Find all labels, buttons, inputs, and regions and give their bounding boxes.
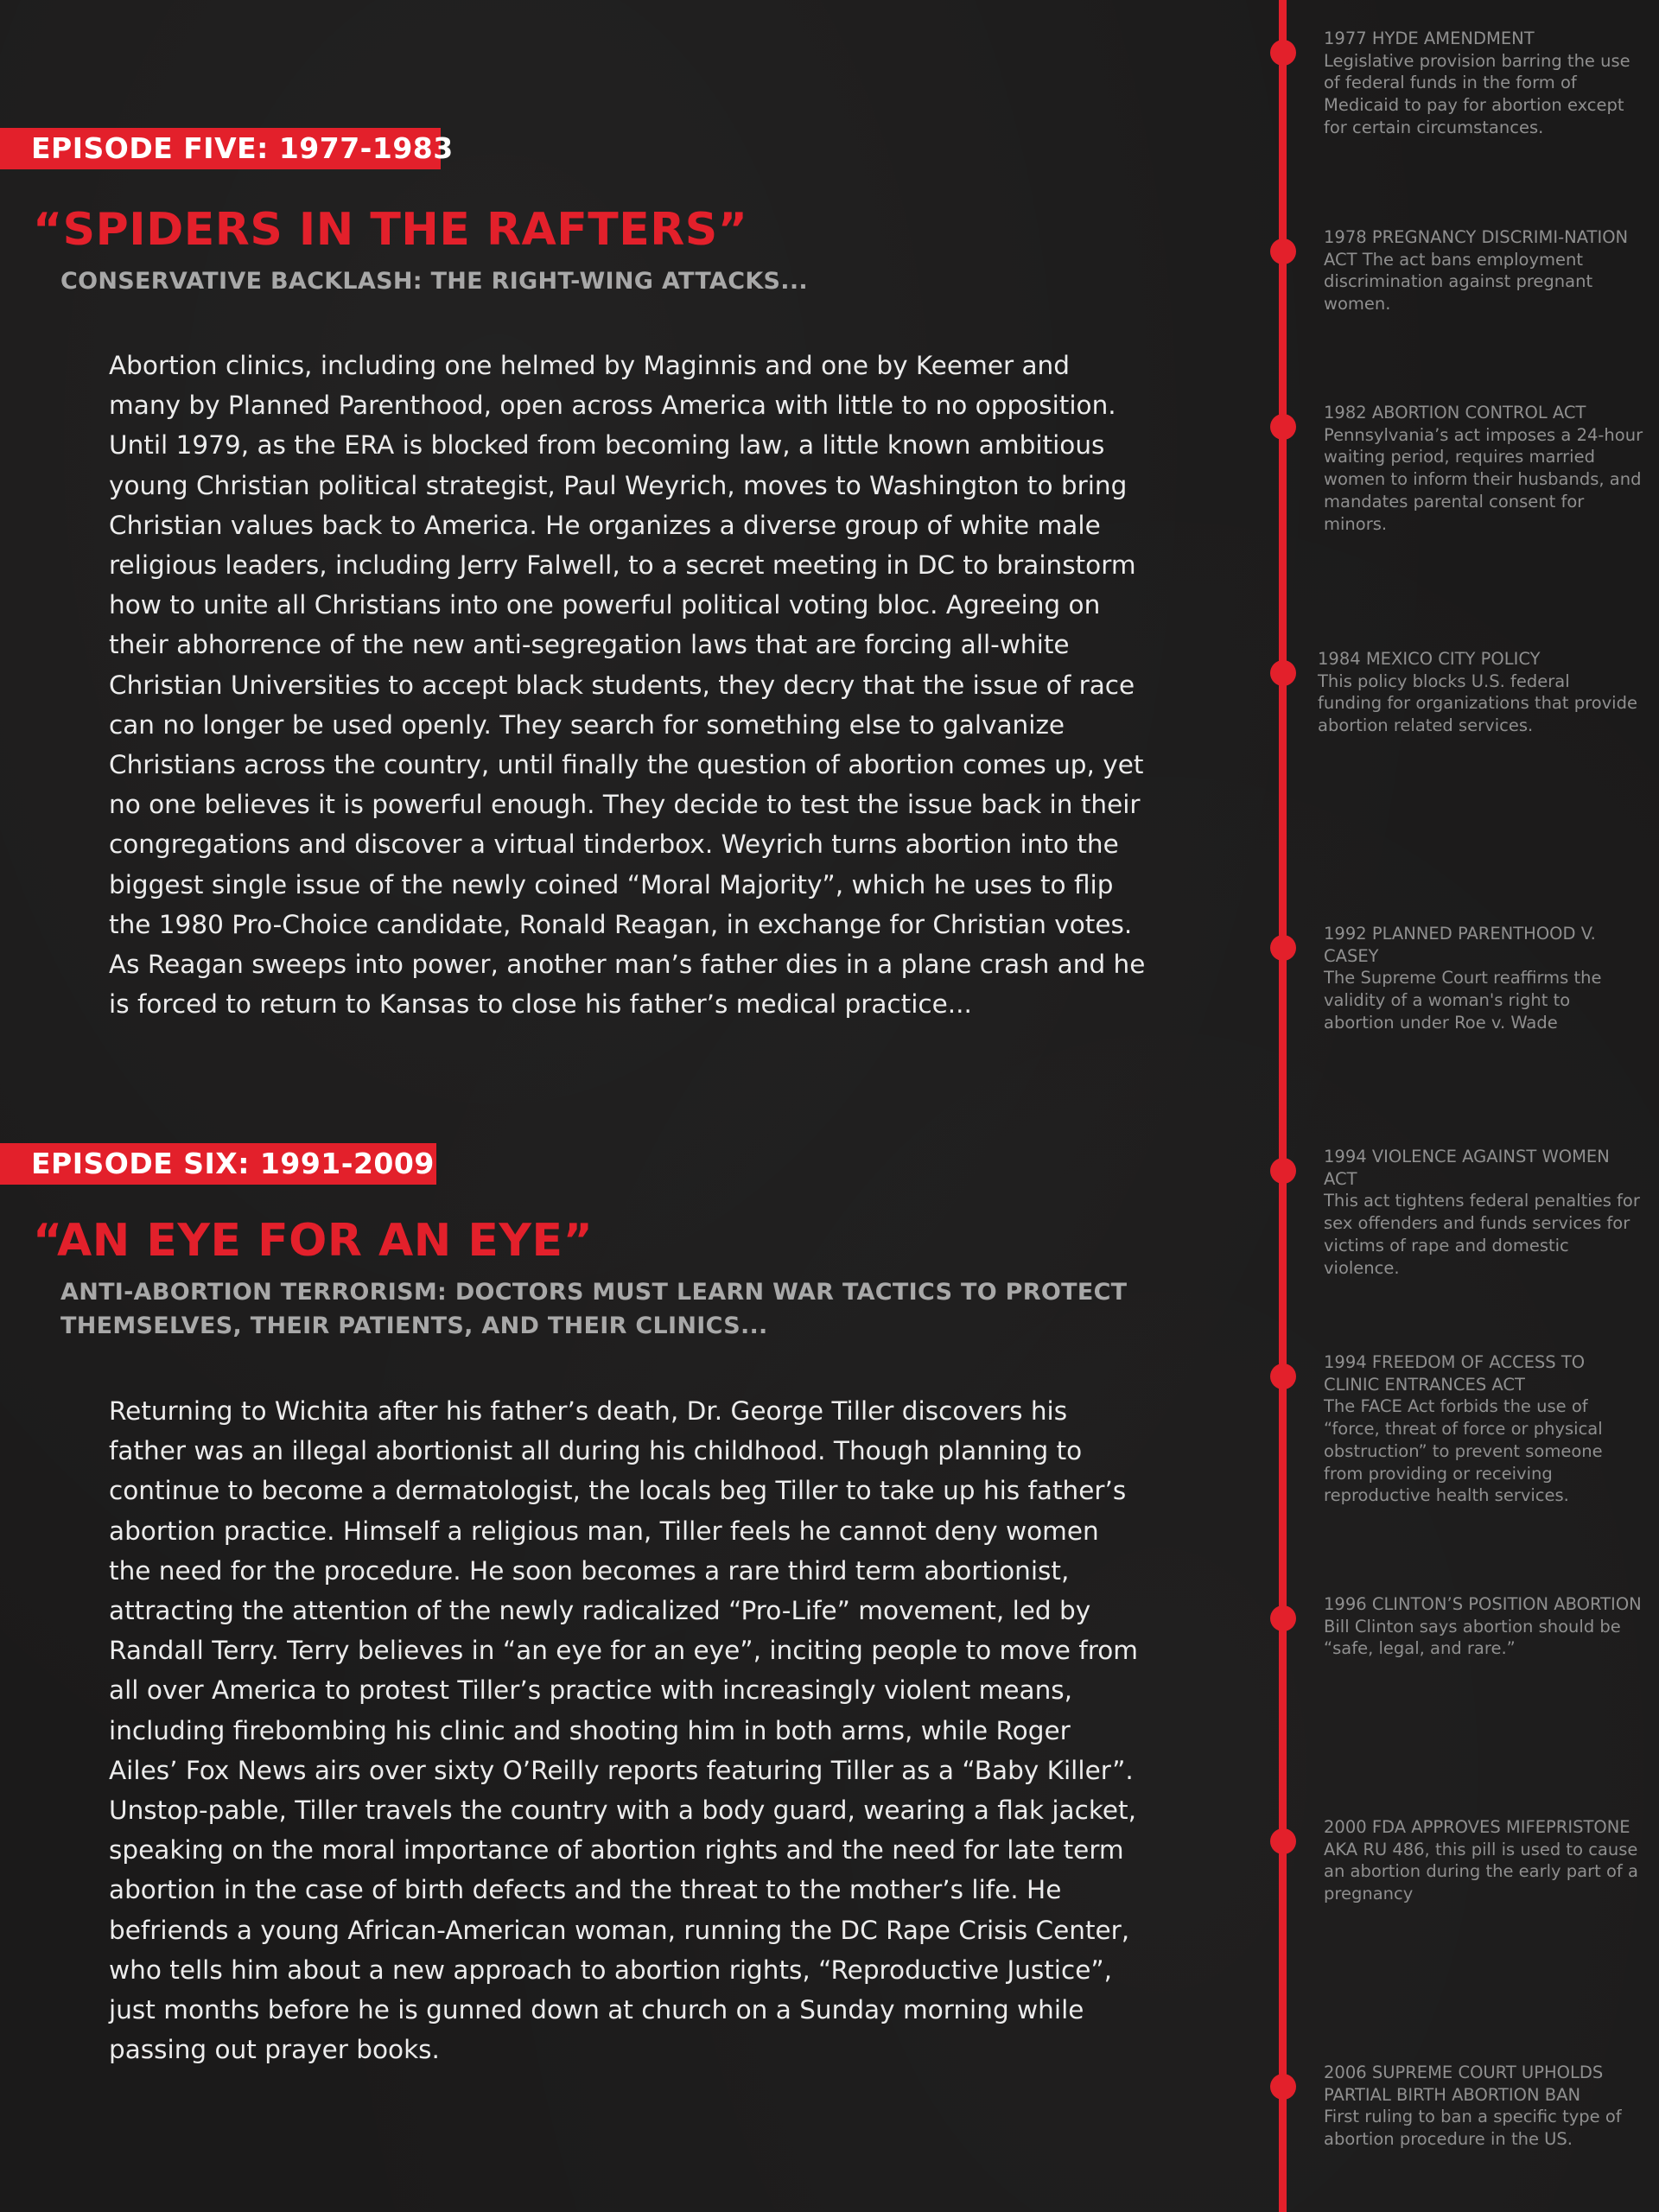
timeline-dot <box>1270 1158 1296 1184</box>
episode-five-title: “SPIDERS IN THE RAFTERS” <box>33 204 748 256</box>
timeline-description: AKA RU 486, this pill is used to cause an abortion during the early part of a pregnancy <box>1324 1839 1638 1904</box>
timeline-description: First ruling to ban a specific type of abortion procedure in the US. <box>1324 2107 1622 2150</box>
timeline-line <box>1279 0 1287 2212</box>
timeline-heading: 1982 ABORTION CONTROL ACT <box>1324 403 1586 423</box>
timeline-heading: 1977 HYDE AMENDMENT <box>1324 29 1535 48</box>
timeline-description: The act bans employment discrimination against pregnant women. <box>1324 249 1593 315</box>
timeline-dot <box>1270 660 1296 686</box>
episode-five-body: Abortion clinics, including one helmed by Maginnis and one by Keemer and many by Planned Parenthood, open across America with little to no opposition. Until 1979, as the ERA is blocked from becoming law, a little known ambitious young Christian political strategist, Paul Weyrich, moves to Washington to bring Christian values back to America. He organizes a diverse group of white male religious leaders, including Jerry Falwell, to a secret meeting in DC to brainstorm how to unite all Christians into one powerful political voting bloc. Agreeing on their abhorrence of the new anti-segregation laws that are forcing all-white Christian Universities to accept black students, they decry that the issue of race can no longer be used openly. They search for something else to galvanize Christians across the country, until finally the question of abortion comes up, yet no one believes it is powerful enough. They decide to test the issue back in their congregations and discover a virtual tinderbox. Weyrich turns abortion into the biggest single issue of the newly coined “Moral Majority”, which he uses to flip the 1980 Pro-Choice candidate, Ronald Reagan, in exchange for Christian votes. As Reagan sweeps into power, another man’s father dies in a plane crash and he is forced to return to Kansas to close his father’s medical practice... <box>109 351 1146 1020</box>
timeline-heading: 1994 FREEDOM OF ACCESS TO CLINIC ENTRANCES ACT <box>1324 1352 1586 1395</box>
timeline-dot <box>1270 1363 1296 1389</box>
timeline-dot <box>1270 935 1296 961</box>
episode-five-label: EPISODE FIVE: 1977-1983 <box>0 128 441 169</box>
episode-six-body: Returning to Wichita after his father’s death, Dr. George Tiller discovers his father was an illegal abortionist all during his childhood. Though planning to continue to become a dermatologist, the locals beg Tiller to take up his father’s abortion practice. Himself a religious man, Tiller feels he cannot deny women the need for the procedure. He soon becomes a rare third term abortionist, attracting the attention of the newly radicalized “Pro-Life” movement, led by Randall Terry. Terry believes in “an eye for an eye”, inciting people to move from all over America to protest Tiller’s practice with increasingly violent means, including firebombing his clinic and shooting him in both arms, while Roger Ailes’ Fox News airs over sixty O’Reilly reports featuring Tiller as a “Baby Killer”. Unstop-pable, Tiller travels the country with a body guard, wearing a flak jacket, speaking on the moral importance of abortion rights and the need for late term abortion in the case of birth defects and the threat to the mother’s life. He befriends a young African-American woman, running the DC Rape Crisis Center, who tells him about a new approach to abortion rights, “Reproductive Justice”, just months before he is gunned down at church on a Sunday morning while passing out prayer books. <box>109 1396 1138 2065</box>
timeline-heading: 2006 SUPREME COURT UPHOLDS PARTIAL BIRTH ABORTION BAN <box>1324 2063 1604 2105</box>
episode-six-title: “AN EYE FOR AN EYE” <box>33 1215 594 1267</box>
timeline-entry <box>1324 1146 1643 1279</box>
timeline-entry <box>1324 923 1643 1034</box>
timeline-entry <box>1324 1593 1643 1660</box>
timeline-entry <box>1324 28 1643 139</box>
timeline-heading: 1992 PLANNED PARENTHOOD V. CASEY <box>1324 924 1596 966</box>
timeline-description: The Supreme Court reaffirms the validity of a woman's right to abortion under Roe v. Wade <box>1324 968 1602 1033</box>
timeline-heading: 1978 PREGNANCY DISCRIMI-NATION ACT <box>1324 227 1629 270</box>
timeline-heading: 1984 MEXICO CITY POLICY <box>1318 649 1541 669</box>
timeline-heading: 1996 CLINTON’S POSITION ABORTION <box>1324 1594 1642 1614</box>
timeline-description: Pennsylvania’s act imposes a 24-hour waiting period, requires married women to inform their husbands, and mandates parental consent for minors. <box>1324 424 1643 534</box>
timeline-dot <box>1270 414 1296 440</box>
timeline-description: This policy blocks U.S. federal funding for organizations that provide abortion related services. <box>1318 671 1637 736</box>
timeline-dot <box>1270 40 1296 66</box>
timeline-dot <box>1270 238 1296 264</box>
timeline-dot <box>1270 1828 1296 1854</box>
timeline-description: The FACE Act forbids the use of “force, threat of force or physical obstruction” to prevent someone from providing or receiving reproductive health services. <box>1324 1396 1603 1506</box>
timeline-heading: 2000 FDA APPROVES MIFEPRISTONE <box>1324 1817 1630 1837</box>
timeline-entry <box>1324 1816 1643 1905</box>
timeline-heading: 1994 VIOLENCE AGAINST WOMEN ACT <box>1324 1147 1610 1189</box>
timeline-entry <box>1324 1351 1643 1507</box>
timeline-dot <box>1270 2074 1296 2100</box>
timeline-entry <box>1324 402 1643 535</box>
episode-five-subtitle: CONSERVATIVE BACKLASH: THE RIGHT-WING ATTACKS... <box>60 268 808 295</box>
timeline-entry <box>1318 648 1637 737</box>
timeline-description: Legislative provision barring the use of federal funds in the form of Medicaid to pay for abortion except for certain circumstances. <box>1324 50 1630 137</box>
timeline-entry <box>1324 2062 1643 2151</box>
timeline-dot <box>1270 1605 1296 1631</box>
timeline-description: Bill Clinton says abortion should be “safe, legal, and rare.” <box>1324 1616 1621 1659</box>
episode-six-subtitle: ANTI-ABORTION TERRORISM: DOCTORS MUST LEARN WAR TACTICS TO PROTECT THEMSELVES, THEIR PATIENTS, AND THEIR CLINICS... <box>60 1279 1128 1339</box>
timeline-entry <box>1324 226 1643 315</box>
timeline-description: This act tightens federal penalties for sex offenders and funds services for victims of rape and domestic violence. <box>1324 1191 1640 1278</box>
episode-six-label: EPISODE SIX: 1991-2009 <box>0 1143 436 1185</box>
